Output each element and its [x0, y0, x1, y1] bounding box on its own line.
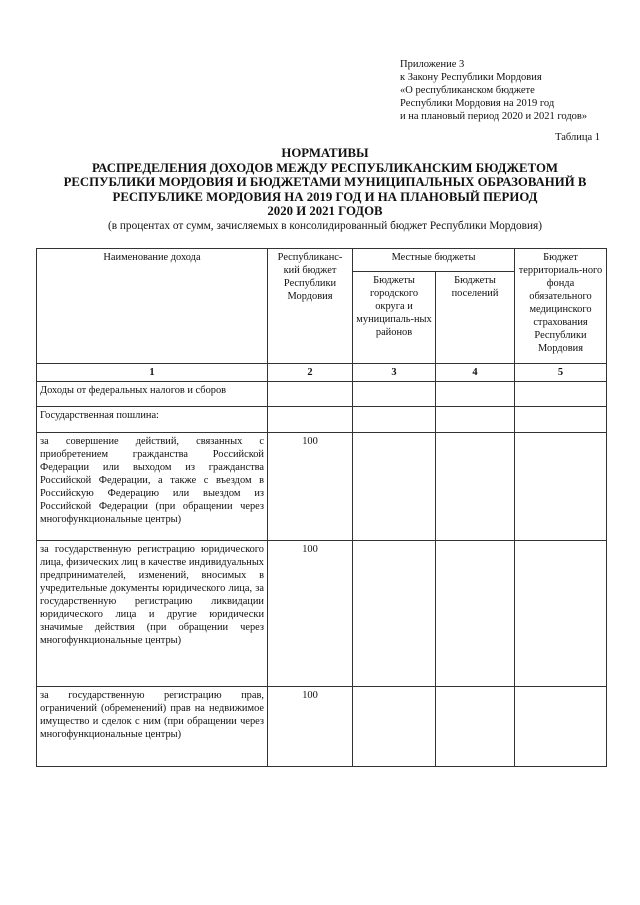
fund-value-cell [515, 541, 607, 687]
column-number: 2 [268, 364, 353, 382]
title-line: РЕСПУБЛИКЕ МОРДОВИЯ НА 2019 ГОД И НА ПЛАНОВЫЙ ПЕРИОД [112, 189, 538, 204]
fund-value-cell [515, 382, 607, 407]
header-medical-fund-budget: Бюджет территориаль-ного фонда обязательного медицинского страхования Республики Мордовия [515, 249, 607, 364]
table-row [37, 407, 607, 433]
income-name-cell: Государственная пошлина: [37, 407, 268, 433]
city-value-cell [353, 541, 436, 687]
title-line: НОРМАТИВЫ [281, 146, 369, 160]
title-line: 2020 И 2021 ГОДОВ [267, 204, 383, 218]
settlement-value-cell [436, 687, 515, 767]
income-name-cell: Доходы от федеральных налогов и сборов [37, 382, 268, 407]
fund-value-cell [515, 407, 607, 433]
settlement-value-cell [436, 541, 515, 687]
republic-value-cell [268, 407, 353, 433]
city-value-cell [353, 382, 436, 407]
column-number: 4 [436, 364, 515, 382]
settlement-value-cell [436, 382, 515, 407]
republic-value-cell [268, 382, 353, 407]
header-settlement-budgets: Бюджеты поселений [436, 272, 515, 364]
appendix-line: Республики Мордовия на 2019 год [400, 98, 555, 109]
table-label: Таблица 1 [555, 132, 600, 143]
appendix-reference [400, 58, 635, 123]
republic-value-cell: 100 [268, 541, 353, 687]
table-row [37, 433, 607, 541]
fund-value-cell [515, 687, 607, 767]
income-name-cell: за государственную регистрацию юридического лица, физических лиц в качестве индивидуальных предпринимателей, изменений, вносимых в учредительные документы юридического лица, за государственную регистрацию ликвидации юридического лица и другие юридически значимые действия (при обращении через многофункциональные центры) [37, 541, 268, 687]
header-income-name: Наименование дохода [37, 249, 268, 364]
appendix-line: «О республиканском бюджете [400, 85, 535, 96]
header-city-district-budgets: Бюджеты городского округа и муниципаль-ных районов [353, 272, 436, 364]
document-title [30, 146, 620, 219]
norms-table [36, 248, 607, 767]
city-value-cell [353, 687, 436, 767]
fund-value-cell [515, 433, 607, 541]
republic-value-cell: 100 [268, 687, 353, 767]
table-row [37, 687, 607, 767]
city-value-cell [353, 407, 436, 433]
column-number: 3 [353, 364, 436, 382]
header-local-budgets: Местные бюджеты [353, 249, 515, 272]
title-line: РЕСПУБЛИКИ МОРДОВИЯ И БЮДЖЕТАМИ МУНИЦИПАЛЬНЫХ ОБРАЗОВАНИЙ В [63, 175, 587, 189]
city-value-cell [353, 433, 436, 541]
title-line: РАСПРЕДЕЛЕНИЯ ДОХОДОВ МЕЖДУ РЕСПУБЛИКАНСКИМ БЮДЖЕТОМ [92, 160, 558, 175]
document-subtitle: (в процентах от сумм, зачисляемых в консолидированный бюджет Республики Мордовия) [107, 220, 543, 232]
table-row [37, 541, 607, 687]
income-name-cell: за государственную регистрацию прав, ограничений (обременений) прав на недвижимое имущество и сделок с ним (при обращении через многофункциональные центры) [37, 687, 268, 767]
appendix-line: к Закону Республики Мордовия [400, 72, 542, 83]
column-number: 5 [515, 364, 607, 382]
settlement-value-cell [436, 407, 515, 433]
header-republic-budget: Республиканс-кий бюджет Республики Мордовия [268, 249, 353, 364]
appendix-line: и на плановый период 2020 и 2021 годов» [400, 111, 588, 122]
table-row [37, 382, 607, 407]
appendix-line: Приложение 3 [400, 59, 465, 70]
income-name-cell: за совершение действий, связанных с приобретением гражданства Российской Федерации или выходом из гражданства Российской Федерации, а также с въездом в Российскую Федерацию или выездом из Российской Федерации (при обращении через многофункциональные центры) [37, 433, 268, 541]
settlement-value-cell [436, 433, 515, 541]
republic-value-cell: 100 [268, 433, 353, 541]
column-number: 1 [37, 364, 268, 382]
